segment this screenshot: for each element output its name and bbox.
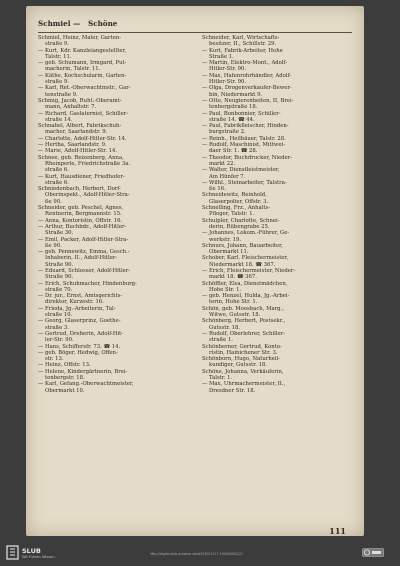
- directory-entry-continuation: Rentnerin, Bergmannstr. 15.: [45, 211, 122, 218]
- directory-entry-continuation: str. 13.: [45, 356, 64, 363]
- directory-page: [26, 6, 364, 536]
- directory-entry-continuation: Pfleger, Talstr. 1.: [209, 211, 255, 218]
- license-badge-icon[interactable]: [362, 548, 384, 557]
- directory-entry-continuation: straße 14. ☎ 44.: [209, 116, 255, 123]
- directory-entry: — Wilhl., Steinarbeiter, Talstra-: [202, 179, 287, 186]
- directory-entry-continuation: Straße 90.: [45, 261, 74, 268]
- directory-entry: — Erich, Fleischermeister, Nieder-: [202, 267, 296, 274]
- directory-entry-continuation: straße 70.: [45, 286, 73, 293]
- directory-entry-continuation: markt 18. ☎ 367.: [209, 274, 257, 281]
- directory-entry-continuation: straße 1.: [209, 337, 233, 344]
- directory-entry: — Max, Uhrmachermeister, II.,: [202, 381, 286, 388]
- directory-entry-continuation: Talstr. 1.: [209, 375, 233, 382]
- directory-entry: — Paul, Fabrikfleischer, Hinden-: [202, 123, 289, 130]
- directory-entry: — Richard, Gaslaternist, Schiller-: [38, 110, 129, 117]
- directory-entry: — Olga, Drogenverkaufer-Bewer-: [202, 85, 292, 92]
- directory-entry-continuation: tenbergstr. 18.: [45, 375, 85, 382]
- directory-entry: — Dr. jur., Ernst, Amtsgerichts-: [38, 293, 123, 300]
- directory-entry: Schnelling, Frz., Anhalts-: [202, 205, 270, 212]
- directory-entry-continuation: werkstr. 19.: [209, 236, 241, 243]
- header-right-entry: Schöne: [88, 19, 118, 28]
- directory-entry-continuation: Straße 1.: [209, 53, 234, 60]
- header-rule: [38, 32, 352, 33]
- directory-entry-continuation: Witwe, Gutsstr. 18.: [209, 312, 261, 319]
- directory-entry-continuation: straße 9.: [45, 79, 69, 86]
- directory-entry: — Paul, Bonbonnier, Schiller-: [202, 110, 281, 117]
- directory-entry-continuation: Straße 90.: [45, 274, 74, 281]
- directory-entry-continuation: Obermarkt 10.: [45, 387, 85, 394]
- logo-tagline: Wir führen Wissen.: [22, 555, 56, 559]
- directory-entry-continuation: burgstraße 2.: [209, 129, 246, 136]
- directory-entry-continuation: straße 3.: [45, 324, 69, 331]
- source-url[interactable]: http://digital.slub-dresden.de/id453001117-19400000/121: [150, 552, 244, 556]
- directory-entry: — Kurt, Fabrik-Arbeiter, Hohe: [202, 47, 283, 54]
- directory-entry: — Erich, Schuhmacher, Hindenburg-: [38, 280, 137, 287]
- directory-entry-continuation: straße 14.: [45, 116, 73, 123]
- directory-entry: Schönberner, Gertrud, Konto-: [202, 343, 282, 350]
- directory-entry-continuation: Hohe Str. 1.: [209, 286, 242, 293]
- directory-entry-continuation: Niedermarkt 18. ☎ 367.: [209, 261, 276, 268]
- directory-entry-continuation: derin, Rübengrabe 25.: [209, 223, 270, 230]
- page-number: 111: [329, 526, 346, 536]
- directory-entry-continuation: direktor, Kurzestr. 16.: [45, 299, 104, 306]
- directory-entry: — geb. Böger, Hedwig, Offen-: [38, 349, 118, 356]
- directory-entry: — Karl, Ret.-Oberwachtmstr., Gar-: [38, 85, 131, 92]
- directory-entry: — Kurt, Kdr. Kanzleiangestellter,: [38, 47, 127, 54]
- directory-entry: Schneider, Karl, Wirtschafts-: [202, 35, 280, 41]
- directory-entry: Schnurs, Johann, Bauarbeiter,: [202, 242, 283, 249]
- directory-entry: Schmig, Jacob, Ruht.-Oberamt-: [38, 97, 122, 104]
- directory-entry: — Martin, Elektro-Mont., Adolf-: [202, 60, 288, 67]
- directory-entry-continuation: Obermarkt 11.: [209, 249, 249, 256]
- left-column: [38, 35, 188, 394]
- directory-entry-continuation: straße 6.: [45, 179, 69, 186]
- slub-logo-icon: [6, 545, 19, 560]
- directory-entry-continuation: straße 6.: [45, 167, 69, 174]
- directory-entry: Schönborn, Hugo, Naturheil-: [202, 356, 281, 363]
- directory-entry: — Johannes, Lokom.-Führer, Ge-: [202, 230, 290, 237]
- directory-entry: — Kurt, Hausdiener, Friedhofer-: [38, 173, 125, 180]
- directory-entry-continuation: terin, Hohe Str. 1.: [209, 299, 258, 306]
- directory-entry-continuation: Dresdner Str. 18.: [209, 387, 256, 394]
- directory-entry: — Helene, Kindergärtnerin, Brei-: [38, 368, 128, 375]
- directory-entry: — Marie, Adolf-Hitler-Str. 14.: [38, 148, 118, 155]
- directory-entry-continuation: besitzer, II., Schillstr. 29.: [209, 41, 277, 48]
- logo-text: SLUB: [22, 547, 41, 555]
- directory-entry-continuation: tenstraße 9.: [45, 91, 78, 98]
- directory-entry-continuation: macherin, Talstr. 11.: [45, 66, 101, 73]
- directory-entry-continuation: kundiger, Gutsstr. 18.: [209, 362, 268, 369]
- directory-entry: Schnee, geb. Reizenberg, Anna,: [38, 154, 124, 161]
- directory-entry: — Otto, Neugierenheiten, II, Brei-: [202, 97, 294, 104]
- directory-entry: — Georg, Glaserprinz, Goethe-: [38, 318, 121, 325]
- directory-entry: — Charlotte, Adolf-Hitler-Str. 14.: [38, 135, 127, 142]
- header-left-entry: Schmiel —: [38, 19, 81, 28]
- directory-entry-continuation: ristin, Hainichener Str. 3.: [209, 349, 278, 356]
- directory-entry-continuation: bin, Niedermarkt 9.: [209, 91, 263, 98]
- directory-entry-continuation: ler-Str. 90.: [45, 337, 74, 344]
- directory-entry: Schniedenbach, Herbert, Dorf-: [38, 186, 121, 193]
- directory-entry: — geb. Pennewitz, Emma, Gesch.-: [38, 249, 130, 256]
- directory-entry-continuation: Am Hünfer 7.: [209, 173, 246, 180]
- directory-entry: — Karl, Gefang.-Oberwachtmeister,: [38, 381, 134, 388]
- directory-entry: — Heinz, Offstr. 13.: [38, 362, 91, 369]
- directory-entry: Schmiel, Heinz, Maler, Garten-: [38, 35, 122, 41]
- directory-entry-continuation: ße 90.: [45, 198, 62, 205]
- directory-entry: — Anna, Kontoristin, Offstr. 16.: [38, 217, 123, 224]
- directory-entry: — Theodor, Buchdrucker, Nieder-: [202, 154, 293, 161]
- directory-entry-continuation: markt 22.: [209, 160, 236, 167]
- directory-entry: — Frieda, Jg.-Arbeiterin, Tal-: [38, 305, 116, 312]
- viewer-footer: [0, 542, 400, 566]
- directory-entry-continuation: Hitler-Str. 90.: [209, 66, 247, 73]
- directory-entry-continuation: daer Str. 1. ☎ 28.: [209, 148, 258, 155]
- directory-entry-continuation: ße 16.: [209, 186, 226, 193]
- directory-entry-continuation: Inhaberin, II., Adolf-Hitler-: [45, 255, 118, 262]
- directory-entry-continuation: Talstr. 11.: [45, 53, 72, 60]
- directory-entry: Schnabel, Albert, Fabrikschuh-: [38, 123, 122, 130]
- directory-entry: Schöffler, Elsa, Dienstmädchen,: [202, 280, 288, 287]
- directory-entry: — Emil, Packer, Adolf-Hitler-Stra-: [38, 236, 129, 243]
- directory-entry: — Hertha, Saarlandstr. 9.: [38, 142, 107, 149]
- directory-entry-continuation: ße 90.: [45, 242, 62, 249]
- directory-entry: Schöne, Johanna, Verkäuferin,: [202, 368, 284, 375]
- directory-entry: — Gertrud, Dreherin, Adolf-Hit-: [38, 330, 124, 337]
- directory-entry: — Reinh., Heilbäuer, Talstr. 28.: [202, 135, 286, 142]
- directory-entry-continuation: Rheinperle, Friedrichstraße 3a.: [45, 160, 131, 167]
- directory-entry: Schneidewitz, Reinhold,: [202, 192, 267, 199]
- directory-entry-continuation: macher, Saarlandstr. 9.: [45, 129, 108, 136]
- directory-entry: — Max, Hafenrohrhändler, Adolf-: [202, 72, 292, 79]
- directory-entry: — Rudolf, Maschinist, Mittwei-: [202, 142, 286, 149]
- directory-entry: — Arthur, Buchbdr., Adolf-Hitler-: [38, 223, 127, 230]
- directory-entry-continuation: Hitler-Str. 90.: [209, 79, 247, 86]
- directory-entry: Schön, geb. Moosbach, Marg.,: [202, 305, 284, 312]
- directory-entry: — geb. Henzel, Hulda, Jg.-Arbei-: [202, 293, 290, 300]
- directory-entry-continuation: tenbergstraße 18.: [209, 104, 258, 111]
- directory-entry: — Eduard, Schlosser, Adolf-Hitler-: [38, 267, 131, 274]
- directory-entry-continuation: straße 9.: [45, 41, 69, 48]
- directory-entry: Schönberg, Herbert, Postsekr.,: [202, 318, 286, 325]
- directory-entry: — geb. Schumann, Irmgard, Put-: [38, 60, 127, 67]
- right-column: [202, 35, 352, 394]
- directory-entry: Schulpler, Charlotte, Schnei-: [202, 217, 280, 224]
- directory-entry: Schober, Karl, Fleischermeister,: [202, 255, 289, 262]
- directory-entry-continuation: Glaserpolier, Offstr. 3.: [209, 198, 269, 205]
- directory-entry: — Walter, Dienstleistmeister,: [202, 167, 280, 174]
- directory-entry-continuation: Straße 30.: [45, 230, 74, 237]
- directory-entry: — Rudolf, Oberlehrer, Schiller-: [202, 330, 285, 337]
- directory-entry-continuation: straße 10.: [45, 312, 73, 319]
- directory-entry-continuation: Oberinspekt., Adolf-Hitler-Stra-: [45, 192, 130, 199]
- page-header: [38, 19, 352, 31]
- directory-entry: — Käthe, Kochschularin, Garten-: [38, 72, 127, 79]
- directory-entry: Schneider, geb. Peschel, Agnes,: [38, 205, 124, 212]
- directory-entry-continuation: mann, Anhaltstr. 7.: [45, 104, 97, 111]
- directory-entry: — Hans, Schiffersfr. 73. ☎ 14.: [38, 343, 121, 350]
- directory-entry-continuation: Gutsstr. 18.: [209, 324, 241, 331]
